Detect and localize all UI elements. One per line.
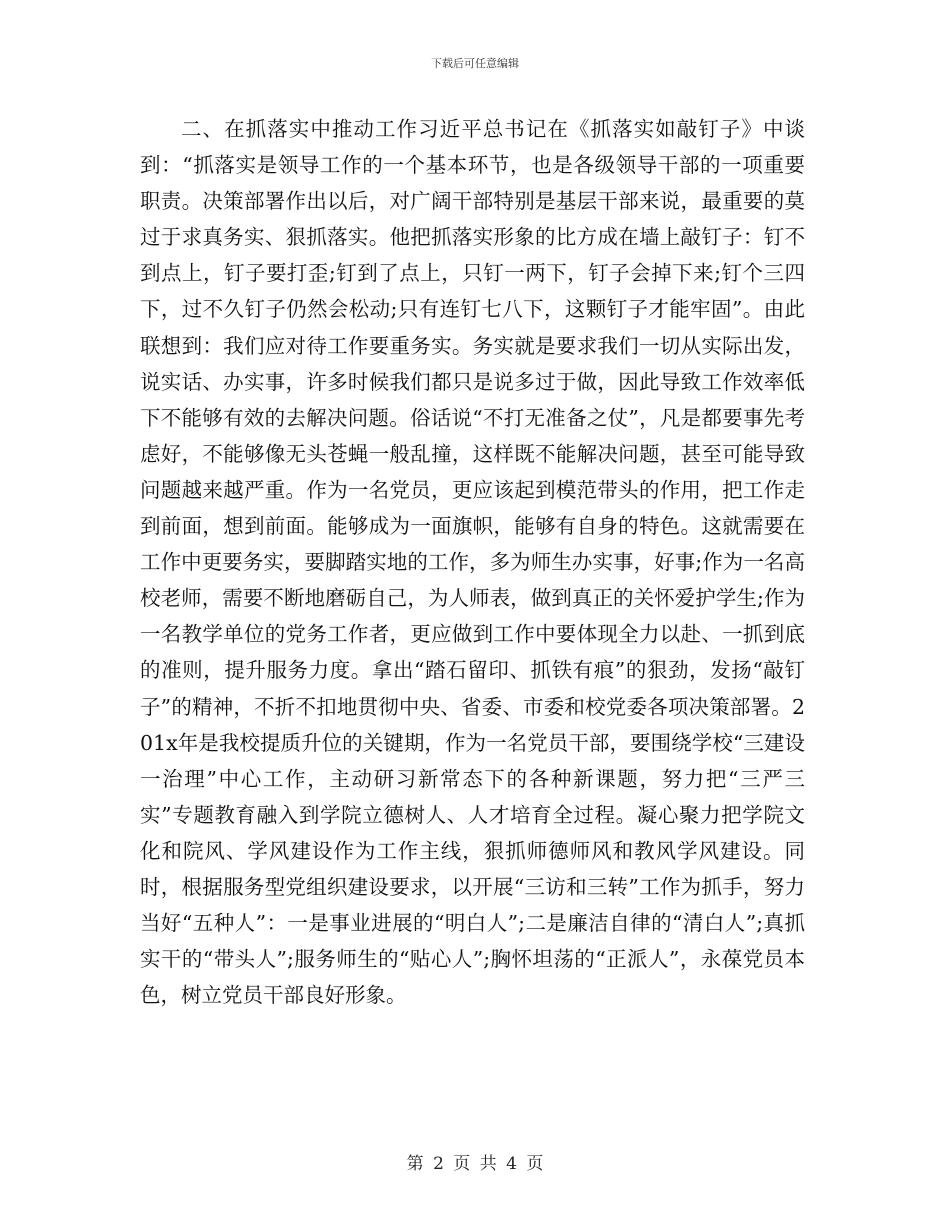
body-paragraph: 二、在抓落实中推动工作习近平总书记在《抓落实如敲钉子》中谈到：“抓落实是领导工作的一个基本环节，也是各级领导干部的一项重要职责。决策部署作出以后，对广阔干部特别是基层干部来说，最重要的莫过于求真务实、狠抓落实。他把抓落实形象的比方成在墙上敲钉子：钉不到点上，钉子要打歪;钉到了点上，只钉一两下，钉子会掉下来;钉个三四下，过不久钉子仍然会松动;只有连钉七八下，这颗钉子才能牢固”。由此联想到：我们应对待工作要重务实。务实就是要求我们一切从实际出发，说实话、办实事，许多时候我们都只是说多过于做，因此导致工作效率低下不能够有效的去解决问题。俗话说“不打无准备之仗”，凡是都要事先考虑好，不能够像无头苍蝇一般乱撞，这样既不能解决问题，甚至可能导致问题越来越严重。作为一名党员，更应该起到模范带头的作用，把工作走到前面，想到前面。能够成为一面旗帜，能够有自身的特色。这就需要在工作中更要务实，要脚踏实地的工作，多为师生办实事，好事;作为一名高校老师，需要不断地磨砺自己，为人师表，做到真正的关怀爱护学生;作为一名教学单位的党务工作者，更应做到工作中要体现全力以赴、一抓到底的准则，提升服务力度。拿出“踏石留印、抓铁有痕”的狠劲，发扬“敲钉子”的精神，不折不扣地贯彻中央、省委、市委和校党委各项决策部署。201x年是我校提质升位的关键期，作为一名党员干部，要围绕学校“三建设一治理”中心工作，主动研习新常态下的各种新课题，努力把“三严三实”专题教育融入到学院立德树人、人才培育全过程。凝心聚力把学院文化和院风、学风建设作为工作主线，狠抓师德师风和教风学风建设。同时，根据服务型党组织建设要求，以开展“三访和三转”工作为抓手，努力当好“五种人”：一是事业进展的“明白人”;二是廉洁自律的“清白人”;真抓实干的“带头人”;服务师生的“贴心人”;胸怀坦荡的“正派人”，永葆党员本色，树立党员干部良好形象。 <box>140 117 805 1008</box>
page-header-note: 下载后可任意编辑 <box>431 57 519 70</box>
page-number-footer: 第 2 页 共 4 页 <box>406 1154 544 1174</box>
